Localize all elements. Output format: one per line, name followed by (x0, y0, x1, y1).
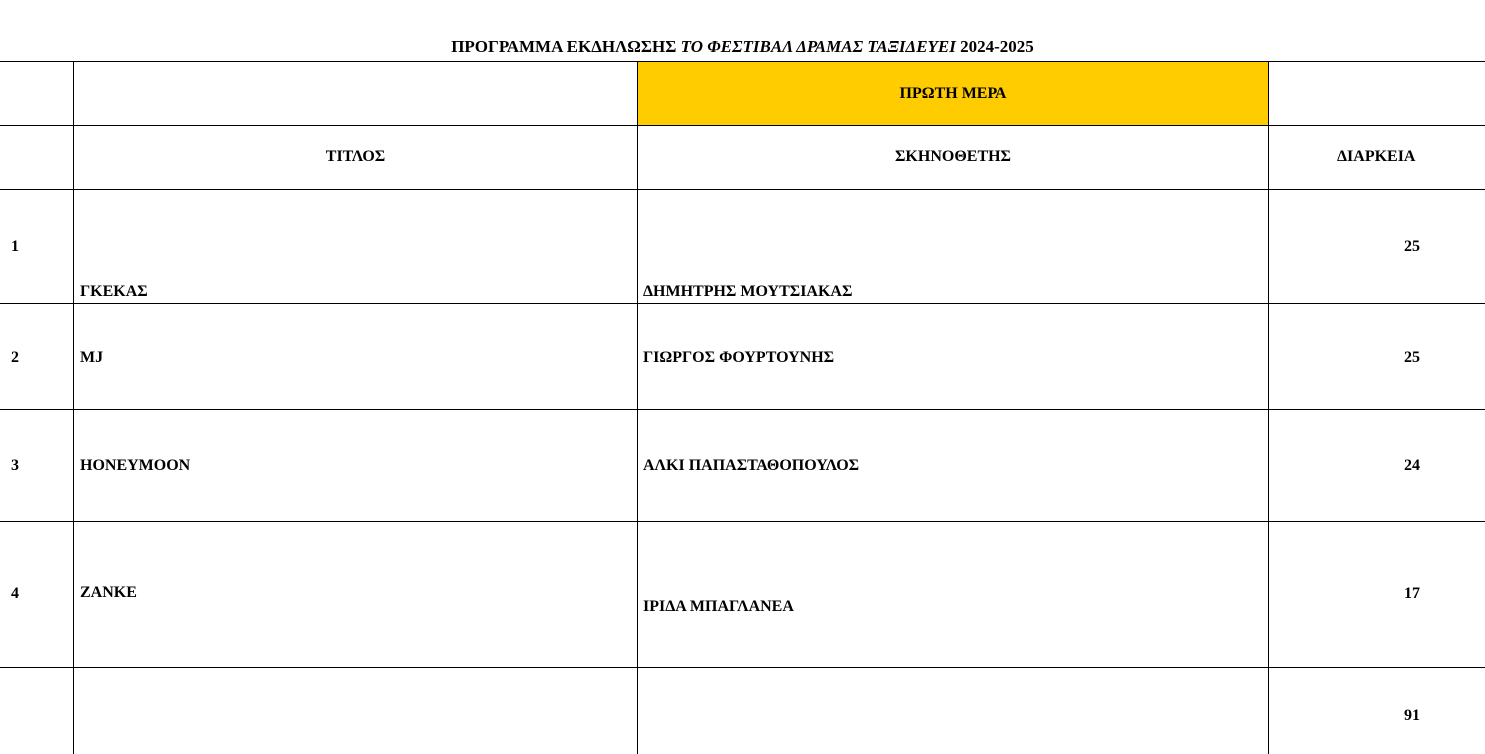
grid-line (0, 125, 1485, 126)
day-banner (638, 62, 1268, 125)
row-number: 2 (11, 349, 19, 366)
grid-line (0, 521, 1485, 522)
title-suffix: 2024-2025 (960, 37, 1034, 56)
row-title: MJ (80, 349, 104, 366)
row-director: ΑΛΚΙ ΠΑΠΑΣΤΑΘΟΠΟΥΛΟΣ (643, 457, 860, 474)
row-number: 3 (11, 457, 19, 474)
row-title: HONEYMOON (80, 457, 191, 474)
document-title (0, 36, 1485, 58)
header-title: ΤΙΤΛΟΣ (325, 148, 386, 165)
row-title: ΖΑΝΚΕ (80, 584, 137, 601)
title-prefix: ΠΡΟΓΡΑΜΜΑ ΕΚΔΗΛΩΣΗΣ (451, 37, 677, 56)
header-duration: ΔΙΑΡΚΕΙΑ (1337, 148, 1416, 165)
grid-line (0, 667, 1485, 668)
row-duration: 25 (1404, 349, 1420, 366)
row-director: ΔΗΜΗΤΡΗΣ ΜΟΥΤΣΙΑΚΑΣ (643, 283, 853, 300)
row-director: ΙΡΙΔΑ ΜΠΑΓΛΑΝΕΑ (643, 598, 794, 615)
row-director: ΓΙΩΡΓΟΣ ΦΟΥΡΤΟΥΝΗΣ (643, 349, 835, 366)
title-italic: ΤΟ ΦΕΣΤΙΒΑΛ ΔΡΑΜΑΣ ΤΑΞΙΔΕΥΕΙ (680, 37, 956, 56)
grid-line (0, 303, 1485, 304)
row-duration: 25 (1404, 238, 1420, 255)
grid-line (0, 189, 1485, 190)
row-number: 4 (11, 585, 19, 602)
row-number: 1 (11, 238, 19, 255)
day-label: ΠΡΩΤΗ ΜΕΡΑ (899, 84, 1007, 102)
total-duration: 91 (1404, 707, 1420, 724)
row-title: ΓΚΕΚΑΣ (80, 283, 148, 300)
row-duration: 24 (1404, 457, 1420, 474)
grid-line (1268, 61, 1269, 754)
row-duration: 17 (1404, 585, 1420, 602)
grid-line (0, 409, 1485, 410)
header-director: ΣΚΗΝΟΘΕΤΗΣ (894, 148, 1012, 165)
